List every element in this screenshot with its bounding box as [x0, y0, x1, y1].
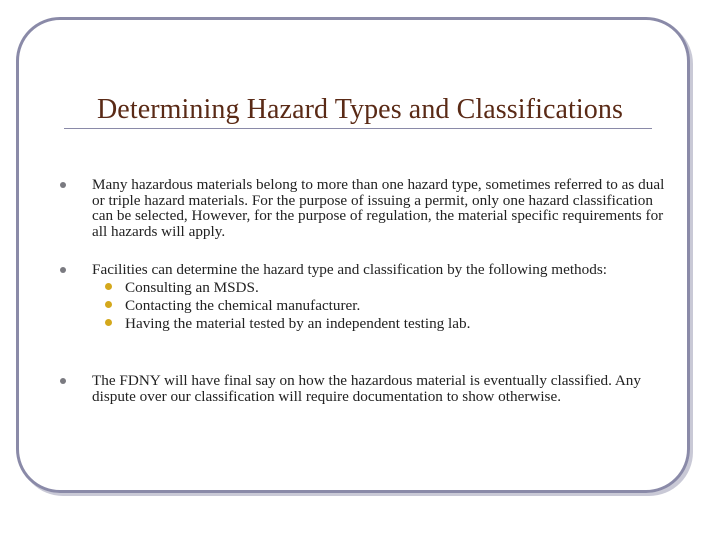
- bullet-item: [92, 177, 677, 239]
- sub-bullet-text: Having the material tested by an independent testing lab.: [125, 314, 471, 332]
- bullet-dot-icon: [60, 182, 66, 188]
- bullet-dot-icon: [60, 267, 66, 273]
- sub-bullet-dot-icon: [105, 301, 112, 308]
- bullet-text: The FDNY will have final say on how the hazardous material is eventually classified. Any dispute over our classification will require documentation to show otherwise.: [92, 372, 641, 405]
- sub-bullet-item: [92, 279, 607, 297]
- sub-bullet-dot-icon: [105, 283, 112, 290]
- bullet-item: [92, 373, 677, 404]
- sub-bullet-text: Consulting an MSDS.: [125, 278, 259, 296]
- sub-bullet-item: [92, 297, 607, 315]
- slide-frame: [16, 17, 690, 493]
- sub-bullet-dot-icon: [105, 319, 112, 326]
- sub-bullet-text: Contacting the chemical manufacturer.: [125, 296, 361, 314]
- bullet-dot-icon: [60, 378, 66, 384]
- bullet-text: Facilities can determine the hazard type and classification by the following methods:: [92, 261, 607, 278]
- sub-bullet-item: [92, 315, 607, 333]
- sub-bullet-list: [92, 279, 607, 333]
- title-divider: [64, 128, 652, 129]
- bullet-item: [92, 262, 607, 333]
- slide-title: Determining Hazard Types and Classifications: [96, 94, 623, 125]
- bullet-text: Many hazardous materials belong to more than one hazard type, sometimes referred to as dual or triple hazard materials. For the purpose of issuing a permit, only one hazard classification can be selected, However, for the purpose of regulation, the material specific requirements for all hazards will apply.: [92, 176, 665, 240]
